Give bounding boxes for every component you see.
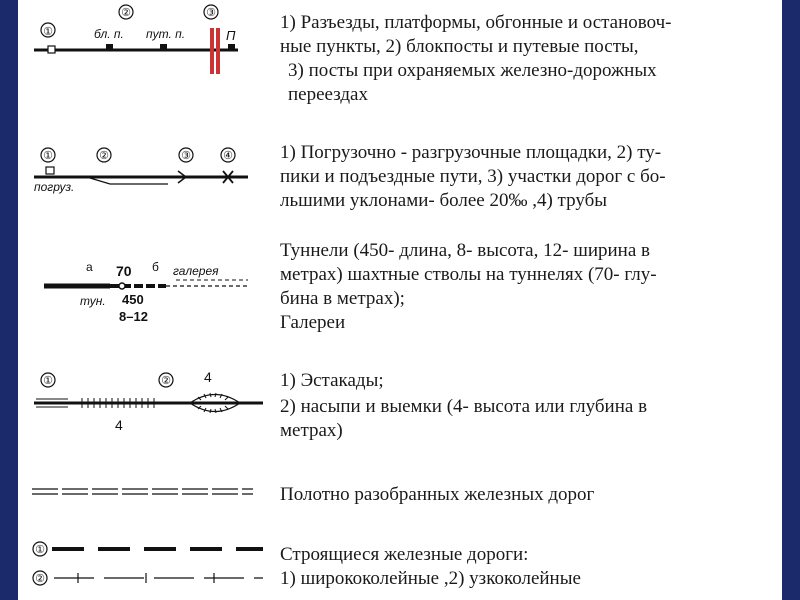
marker-1: ①: [35, 544, 45, 556]
row5-symbol: [32, 489, 253, 494]
label-a: а: [86, 260, 93, 274]
crossing-bar-left: [210, 28, 214, 74]
row1-description-line2: ные пункты, 2) блокпосты и путевые посты,: [280, 36, 639, 57]
row3-description-line1: Туннели (450- длина, 8- высота, 12- ширина в: [280, 240, 650, 261]
row6-symbol: [33, 542, 263, 585]
row4-description-line2: 2) насыпи и выемки (4- высота или глубина в: [280, 396, 648, 417]
stop-square: [48, 46, 55, 53]
crossing-post-mark: [228, 44, 235, 50]
marker-4: ④: [223, 150, 233, 162]
marker-1: ①: [43, 150, 53, 162]
row2-description-line2: пики и подъездные пути, 3) участки дорог с бо-: [280, 166, 666, 187]
siding-line: [90, 178, 168, 184]
row1-description-line1: 1) Разъезды, платформы, обгонные и остановоч-: [280, 12, 672, 33]
row2-description-line3: льшими уклонами- более 20‰ ,4) трубы: [280, 190, 608, 211]
crossing-bar-right: [216, 28, 220, 74]
row3-description-line4: Галереи: [280, 312, 346, 333]
label-bl-p: бл. п.: [94, 27, 124, 41]
row3-symbol: [44, 260, 248, 324]
label-galereya: галерея: [173, 264, 219, 278]
marker-3: ③: [206, 7, 216, 19]
shaft-mark: [119, 283, 125, 289]
row4-description-line1: 1) Эстакады;: [280, 370, 384, 391]
row1-description-line4: переездах: [288, 84, 368, 105]
row3-description-line3: бина в метрах);: [280, 288, 405, 309]
label-put-p: пут. п.: [146, 27, 186, 41]
marker-2: ②: [121, 7, 131, 19]
marker-2: ②: [99, 150, 109, 162]
label-tun: тун.: [80, 294, 106, 308]
label-height-bottom: 4: [115, 417, 123, 433]
label-70: 70: [116, 263, 132, 279]
row4-description-line3: метрах): [280, 420, 343, 441]
marker-1: ①: [43, 375, 53, 387]
row4-symbol: [34, 369, 263, 433]
label-pogruz: погруз.: [34, 180, 75, 194]
row6-description-line2: 1) ширококолейные ,2) узкоколейные: [280, 568, 581, 589]
row1-description-line3: 3) посты при охраняемых железно-дорожных: [288, 60, 657, 81]
marker-3: ③: [181, 150, 191, 162]
label-b: б: [152, 260, 159, 274]
label-p: П: [226, 28, 236, 43]
marker-2: ②: [161, 375, 171, 387]
label-height-top: 4: [204, 369, 212, 385]
row3-description-line2: метрах) шахтные стволы на туннелях (70- глу-: [280, 264, 657, 285]
row2-description-line1: 1) Погрузочно - разгрузочные площадки, 2) ту-: [280, 142, 662, 163]
row1-symbol: [34, 5, 238, 74]
label-450: 450: [122, 292, 144, 307]
legend-sheet: [18, 0, 782, 600]
row6-description-line1: Строящиеся железные дороги:: [280, 544, 529, 565]
row5-description: Полотно разобранных железных дорог: [280, 484, 595, 505]
label-8-12: 8–12: [119, 309, 148, 324]
block-post-mark: [106, 44, 113, 50]
marker-1: ①: [43, 26, 53, 38]
loading-area-mark: [46, 167, 54, 174]
row2-symbol: [34, 148, 248, 194]
track-post-mark: [160, 44, 167, 50]
marker-2: ②: [35, 573, 45, 585]
